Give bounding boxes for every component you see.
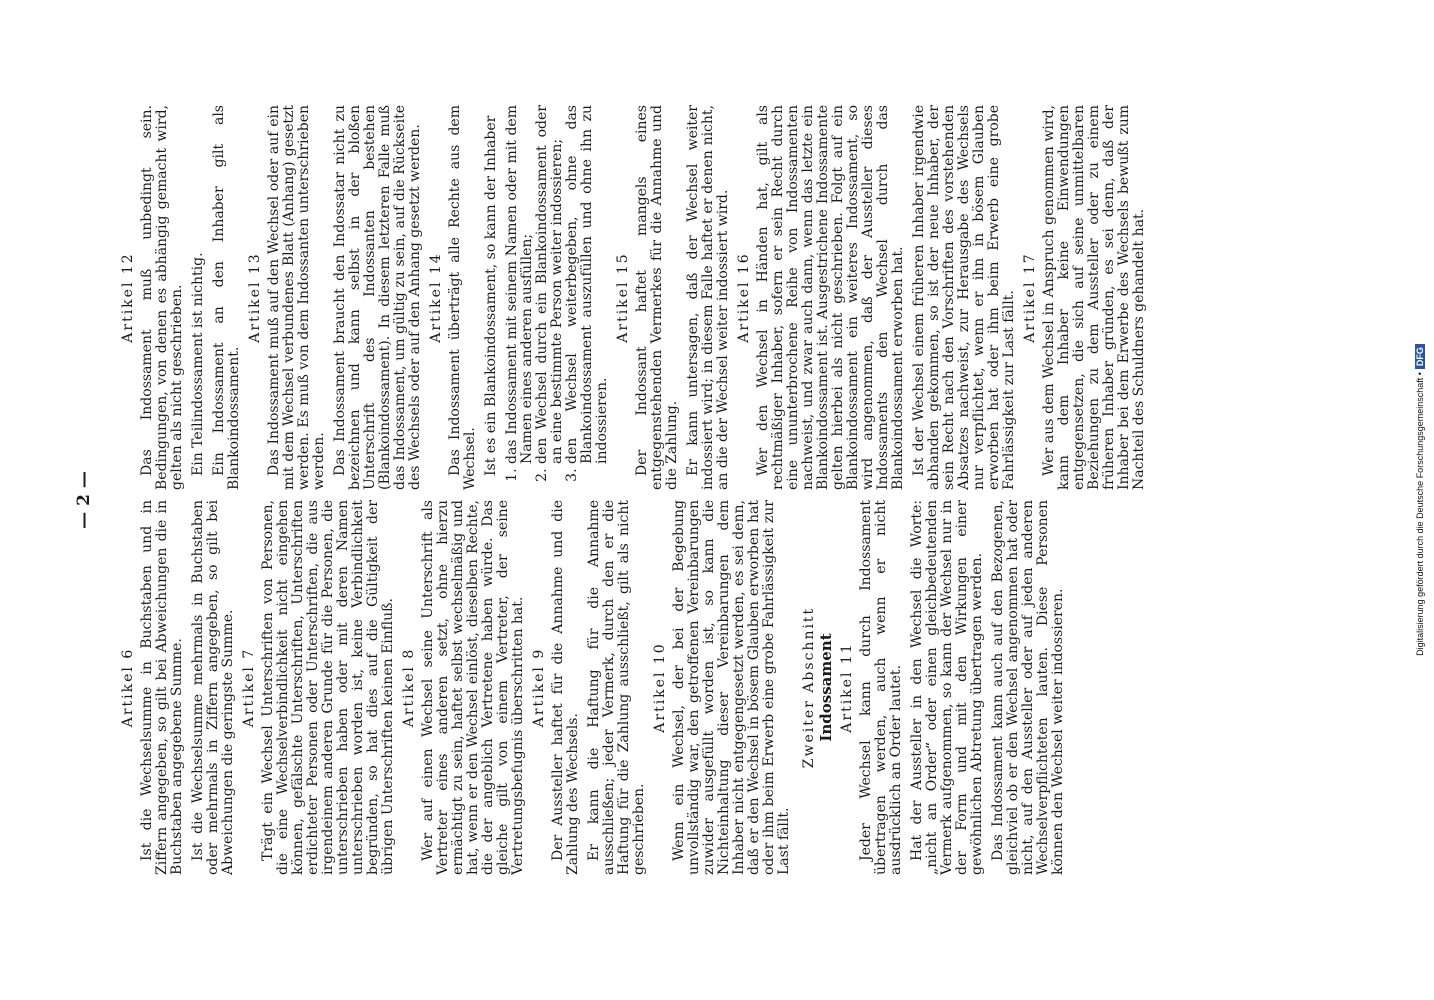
- article-16-paragraph: Ist der Wechsel einem früheren Inhaber irgendwie abhanden gekommen, so ist der neue Inhaber, der sein Recht nach den Vorschriften des vorstehenden Absatzes nachweist, zur Herausgabe des Wechsels nur verpflichtet, wenn er ihn in bösem Glauben erworben hat oder ihm beim Erwerb eine grobe Fahrlässigkeit zur Last fällt.: [911, 105, 1017, 490]
- right-column: [115, 105, 1153, 490]
- dfg-logo: DFG: [1415, 344, 1425, 369]
- article-10-paragraph: Wenn ein Wechsel, der bei der Begebung unvollständig war, den getroffenen Vereinbarungen zuwider ausgefüllt worden ist, so kann die Nichteinhaltung dieser Vereinbarungen dem Inhaber nicht entgegengesetzt werden, es sei denn, daß er den Wechsel in bösem Glauben erworben hat oder ihm beim Erwerb eine grobe Fahrlässigkeit zur Last fällt.: [671, 500, 792, 875]
- list-item: 1. das Indossament mit seinem Namen oder mit dem Namen eines anderen ausfüllen;: [505, 105, 535, 464]
- article-15-paragraph: Er kann untersagen, daß der Wechsel weiter indossiert wird; in diesem Falle haftet er denen nicht, an die der Wechsel weiter indossiert wird.: [685, 105, 731, 490]
- article-15-paragraph: Der Indossant haftet mangels eines entgegenstehenden Vermerkes für die Annahme und die Zahlung.: [634, 105, 680, 490]
- list-item: 2. den Wechsel durch ein Blankoindossament oder an eine bestimmte Person weiter indossieren;: [535, 105, 565, 464]
- article-6-paragraph: Ist die Wechselsumme in Buchstaben und in Ziffern angegeben, so gilt bei Abweichungen die in Buchstaben angegebene Summe.: [139, 500, 185, 875]
- digitization-footer: [1415, 0, 1425, 1000]
- article-11-title: Artikel 11: [839, 642, 855, 733]
- article-17-title: Artikel 17: [1022, 252, 1038, 343]
- article-13-title: Artikel 13: [247, 252, 263, 343]
- article-7-title: Artikel 7: [241, 647, 257, 728]
- article-14-list: [505, 105, 610, 490]
- article-13-paragraph: Das Indossament braucht den Indossatar nicht zu bezeichnen und kann selbst in der bloßen Unterschrift des Indossanten bestehen (Blankoindossament). In diesem letzteren Falle muß das Indossament, um gültig zu sein, auf die Rückseite des Wechsels oder auf den Anhang gesetzt werden.: [332, 105, 423, 490]
- article-8-title: Artikel 8: [401, 647, 417, 728]
- list-item: 3. den Wechsel weiterbegeben, ohne das Blankoindossament auszufüllen und ohne ihn zu indossieren.: [565, 105, 610, 464]
- article-17-paragraph: Wer aus dem Wechsel in Anspruch genommen wird, kann dem Inhaber keine Einwendungen entgegensetzen, die sich auf seine unmittelbaren Beziehungen zu dem Aussteller oder zu einem früheren Inhaber gründen, es sei denn, daß der Inhaber bei dem Erwerbe des Wechsels bewußt zum Nachteil des Schuldners gehandelt hat.: [1041, 105, 1147, 490]
- article-8-paragraph: Wer auf einen Wechsel seine Unterschrift als Vertreter eines anderen setzt, ohne hierzu ermächtigt zu sein, haftet selbst wechselmäßig und hat, wenn er den Wechsel einlöst, dieselben Rechte, die der angeblich Vertretene haben würde. Das gleiche gilt von einem Vertreter, der seine Vertretungsbefugnis überschritten hat.: [420, 500, 526, 875]
- article-12-paragraph: Das Indossament muß unbedingt sein. Bedingungen, von denen es abhängig gemacht wird, gelten als nicht geschrieben.: [139, 105, 185, 490]
- article-6-title: Artikel 6: [120, 647, 136, 728]
- article-11-paragraph: Hat der Aussteller in den Wechsel die Worte: „nicht an Order“ oder einen gleichbedeutenden Vermerk aufgenommen, so kann der Wechsel nur in der Form und mit den Wirkungen einer gewöhnlichen Abtretung übertragen werden.: [909, 500, 985, 875]
- article-11-paragraph: Das Indossament kann auch auf den Bezogenen, gleichviel ob er den Wechsel angenommen hat oder nicht, auf den Aussteller oder auf jeden anderen Wechselverpflichteten lauten. Diese Personen können den Wechsel weiter indossieren.: [990, 500, 1066, 875]
- section-title: Indossament: [817, 633, 835, 742]
- article-6-paragraph: Ist die Wechselsumme mehrmals in Buchstaben oder mehrmals in Ziffern angegeben, so gilt bei Abweichungen die geringste Summe.: [190, 500, 236, 875]
- article-7-paragraph: Trägt ein Wechsel Unterschriften von Personen, die eine Wechselverbindlichkeit nicht eingehen können, gefälschte Unterschriften, Unterschriften erdichteter Personen oder Unterschriften, die aus irgendeinem anderen Grunde für die Personen, die unterschrieben haben oder mit deren Namen unterschrieben worden ist, keine Verbindlichkeit begründen, so hat dies auf die Gültigkeit der übrigen Unterschriften keinen Einfluß.: [260, 500, 396, 875]
- article-12-title: Artikel 12: [120, 252, 136, 343]
- article-11-paragraph: Jeder Wechsel kann durch Indossament übertragen werden, auch wenn er nicht ausdrücklich an Order lautet.: [858, 500, 904, 875]
- page-number: — 2 —: [74, 471, 94, 529]
- section-label: Zweiter Abschnitt: [801, 606, 817, 769]
- article-12-paragraph: Ein Indossament an den Inhaber gilt als Blankoindossament.: [211, 105, 242, 490]
- article-10-title: Artikel 10: [652, 642, 668, 733]
- article-9-title: Artikel 9: [531, 647, 547, 728]
- left-column: [115, 500, 1072, 875]
- article-15-title: Artikel 15: [615, 252, 631, 343]
- article-14-paragraph: Ist es ein Blankoindossament, so kann der Inhaber: [483, 115, 499, 476]
- article-13-paragraph: Das Indossament muß auf den Wechsel oder auf ein mit dem Wechsel verbundenes Blatt (Anhang) gesetzt werden. Es muß von dem Indossanten unterschrieben werden.: [266, 105, 327, 490]
- article-14-paragraph: Das Indossament überträgt alle Rechte aus dem Wechsel.: [447, 105, 478, 490]
- article-9-paragraph: Er kann die Haftung für die Annahme ausschließen; jeder Vermerk, durch den er die Haftung für die Zahlung ausschließt, gilt als nicht geschrieben.: [586, 500, 647, 875]
- article-14-title: Artikel 14: [428, 252, 444, 343]
- article-16-paragraph: Wer den Wechsel in Händen hat, gilt als rechtmäßiger Inhaber, sofern er sein Recht durch eine ununterbrochene Reihe von Indossamenten nachweist, und zwar auch dann, wenn das letzte ein Blankoindossament ist. Ausgestrichene Indossamente gelten hierbei als nicht geschrieben. Folgt auf ein Blankoindossament ein weiteres Indossament, so wird angenommen, daß der Aussteller dieses Indossaments den Wechsel durch das Blankoindossament erworben hat.: [755, 105, 906, 490]
- article-9-paragraph: Der Aussteller haftet für die Annahme und die Zahlung des Wechsels.: [550, 500, 581, 875]
- article-16-title: Artikel 16: [736, 252, 752, 343]
- article-12-paragraph: Ein Teilindossament ist nichtig.: [190, 252, 206, 476]
- footer-text: Digitalisierung gefördert durch die Deutsche Forschungsgemeinschaft •: [1415, 372, 1425, 656]
